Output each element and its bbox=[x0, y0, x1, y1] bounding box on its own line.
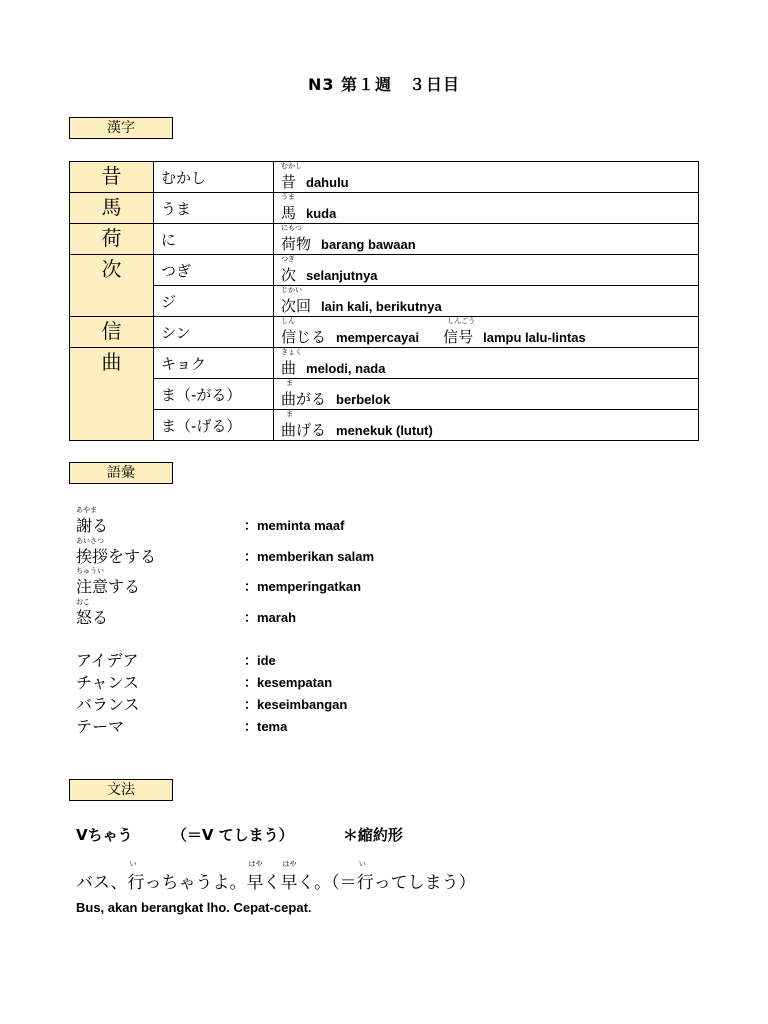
vocab-row bbox=[76, 506, 676, 536]
vocab-row bbox=[76, 715, 676, 737]
kanji-cell: 馬 bbox=[70, 193, 154, 224]
meaning-text: melodi, nada bbox=[306, 361, 386, 376]
reading-cell: ジ bbox=[154, 286, 274, 317]
example-segment: っちゃうよ。 bbox=[144, 873, 247, 893]
meaning-text: mempercayai bbox=[336, 330, 420, 345]
meaning-text: selanjutnya bbox=[306, 268, 378, 283]
vocab-word: おこ 怒る bbox=[76, 598, 109, 627]
vocab-word: あやま 謝る bbox=[76, 506, 109, 535]
vocab-word: テーマ bbox=[76, 717, 125, 736]
meaning-cell bbox=[274, 317, 699, 348]
section-label-kanji: 漢字 bbox=[69, 117, 173, 139]
meaning-text: berbelok bbox=[336, 392, 391, 407]
example-word: ま 曲がる bbox=[281, 379, 327, 408]
vocab-word: アイデア bbox=[76, 651, 139, 670]
vocab-meaning: ：keseimbangan bbox=[244, 697, 348, 712]
table-row bbox=[70, 317, 699, 348]
kanji-table bbox=[69, 161, 699, 441]
reading-cell: うま bbox=[154, 193, 274, 224]
example-segment: はや 早 bbox=[280, 860, 298, 893]
furigana: ちゅうい bbox=[76, 567, 104, 575]
page-title: N3 第１週 ３日目 bbox=[307, 75, 461, 94]
example-word: むかし 昔 bbox=[281, 162, 302, 191]
meaning-cell bbox=[274, 286, 699, 317]
furigana: あいさつ bbox=[76, 537, 104, 545]
vocab-row bbox=[76, 671, 676, 693]
table-row bbox=[70, 162, 699, 193]
furigana: じかい bbox=[281, 286, 302, 294]
furigana: しんごう bbox=[447, 317, 476, 325]
example-segment: い 行 bbox=[127, 860, 145, 893]
meaning-text: lain kali, berikutnya bbox=[321, 299, 442, 314]
vocab-row bbox=[76, 598, 676, 628]
meaning-text: barang bawaan bbox=[321, 237, 416, 252]
reading-cell: ま（-げる） bbox=[154, 410, 274, 441]
table-row bbox=[70, 286, 699, 317]
vocab-meaning: ：ide bbox=[244, 653, 276, 668]
vocab-word: あいさつ 挨拶をする bbox=[76, 537, 157, 566]
table-row bbox=[70, 379, 699, 410]
meaning-cell bbox=[274, 224, 699, 255]
example-word: ま 曲げる bbox=[281, 410, 327, 439]
kanji-cell: 次 bbox=[70, 255, 154, 317]
meaning-text: lampu lalu-lintas bbox=[483, 330, 586, 345]
example-word: にもつ 荷物 bbox=[281, 224, 312, 253]
furigana: つぎ bbox=[281, 255, 295, 263]
example-segment: はや 早 bbox=[246, 860, 264, 893]
example-word: じかい 次回 bbox=[281, 286, 312, 315]
grammar-note: ＊縮約形 bbox=[342, 826, 403, 844]
example-segment: く。（＝ bbox=[297, 873, 357, 893]
example-word: しんごう 信号 bbox=[443, 317, 476, 346]
reading-cell: キョク bbox=[154, 348, 274, 379]
vocab-row bbox=[76, 649, 676, 671]
furigana: はや bbox=[282, 860, 297, 868]
meaning-text: dahulu bbox=[306, 175, 349, 190]
table-row bbox=[70, 410, 699, 441]
vocab-word: チャンス bbox=[76, 673, 140, 692]
reading-cell: むかし bbox=[154, 162, 274, 193]
vocab-meaning: ：kesempatan bbox=[244, 675, 333, 690]
furigana: おこ bbox=[76, 598, 90, 606]
grammar-heading bbox=[76, 824, 403, 845]
grammar-equivalent: （＝V てしまう） bbox=[171, 826, 294, 844]
example-word: うま 馬 bbox=[281, 193, 297, 222]
furigana: あやま bbox=[76, 506, 97, 514]
table-row bbox=[70, 224, 699, 255]
reading-cell: つぎ bbox=[154, 255, 274, 286]
meaning-cell bbox=[274, 410, 699, 441]
vocab-meaning: ：tema bbox=[244, 719, 288, 734]
meaning-cell bbox=[274, 379, 699, 410]
kanji-cell: 信 bbox=[70, 317, 154, 348]
example-word: しん 信じる bbox=[281, 317, 327, 346]
example-word: つぎ 次 bbox=[281, 255, 297, 284]
vocab-meaning: ：marah bbox=[244, 610, 297, 625]
vocab-row bbox=[76, 537, 676, 567]
reading-cell: に bbox=[154, 224, 274, 255]
furigana: にもつ bbox=[281, 224, 302, 232]
furigana: い bbox=[358, 860, 366, 868]
kanji-cell: 曲 bbox=[70, 348, 154, 441]
furigana: しん bbox=[281, 317, 295, 325]
furigana: い bbox=[129, 860, 137, 868]
kanji-cell: 荷 bbox=[70, 224, 154, 255]
meaning-cell bbox=[274, 193, 699, 224]
example-segment: い 行 bbox=[356, 860, 374, 893]
table-row bbox=[70, 348, 699, 379]
section-label-grammar: 文法 bbox=[69, 779, 173, 801]
meaning-cell bbox=[274, 255, 699, 286]
furigana: きょく bbox=[281, 348, 302, 356]
vocab-meaning: ：meminta maaf bbox=[244, 518, 345, 533]
example-sentence bbox=[76, 860, 476, 893]
meaning-cell bbox=[274, 348, 699, 379]
table-row bbox=[70, 255, 699, 286]
furigana: うま bbox=[281, 193, 295, 201]
meaning-text: kuda bbox=[306, 206, 337, 221]
vocab-meaning: ：memberikan salam bbox=[244, 549, 375, 564]
reading-cell: ま（-がる） bbox=[154, 379, 274, 410]
furigana: むかし bbox=[281, 162, 302, 170]
meaning-cell bbox=[274, 162, 699, 193]
example-segment: く bbox=[263, 873, 281, 893]
section-label-vocab: 語彙 bbox=[69, 462, 173, 484]
example-segment: ってしまう） bbox=[373, 873, 476, 893]
kanji-cell: 昔 bbox=[70, 162, 154, 193]
vocab-word: ちゅうい 注意する bbox=[76, 567, 141, 596]
vocab-row bbox=[76, 693, 676, 715]
example-segment: バス、 bbox=[76, 873, 128, 893]
grammar-pattern: Vちゃう bbox=[76, 826, 133, 844]
furigana: ま bbox=[286, 379, 293, 387]
example-word: きょく 曲 bbox=[281, 348, 302, 377]
vocab-row bbox=[76, 567, 676, 597]
table-row bbox=[70, 193, 699, 224]
vocab-meaning: ：memperingatkan bbox=[244, 579, 362, 594]
meaning-text: menekuk (lutut) bbox=[336, 423, 433, 438]
furigana: ま bbox=[286, 410, 293, 418]
furigana: はや bbox=[248, 860, 263, 868]
vocab-word: バランス bbox=[76, 695, 140, 714]
reading-cell: シン bbox=[154, 317, 274, 348]
example-translation: Bus, akan berangkat lho. Cepat-cepat. bbox=[76, 900, 312, 915]
